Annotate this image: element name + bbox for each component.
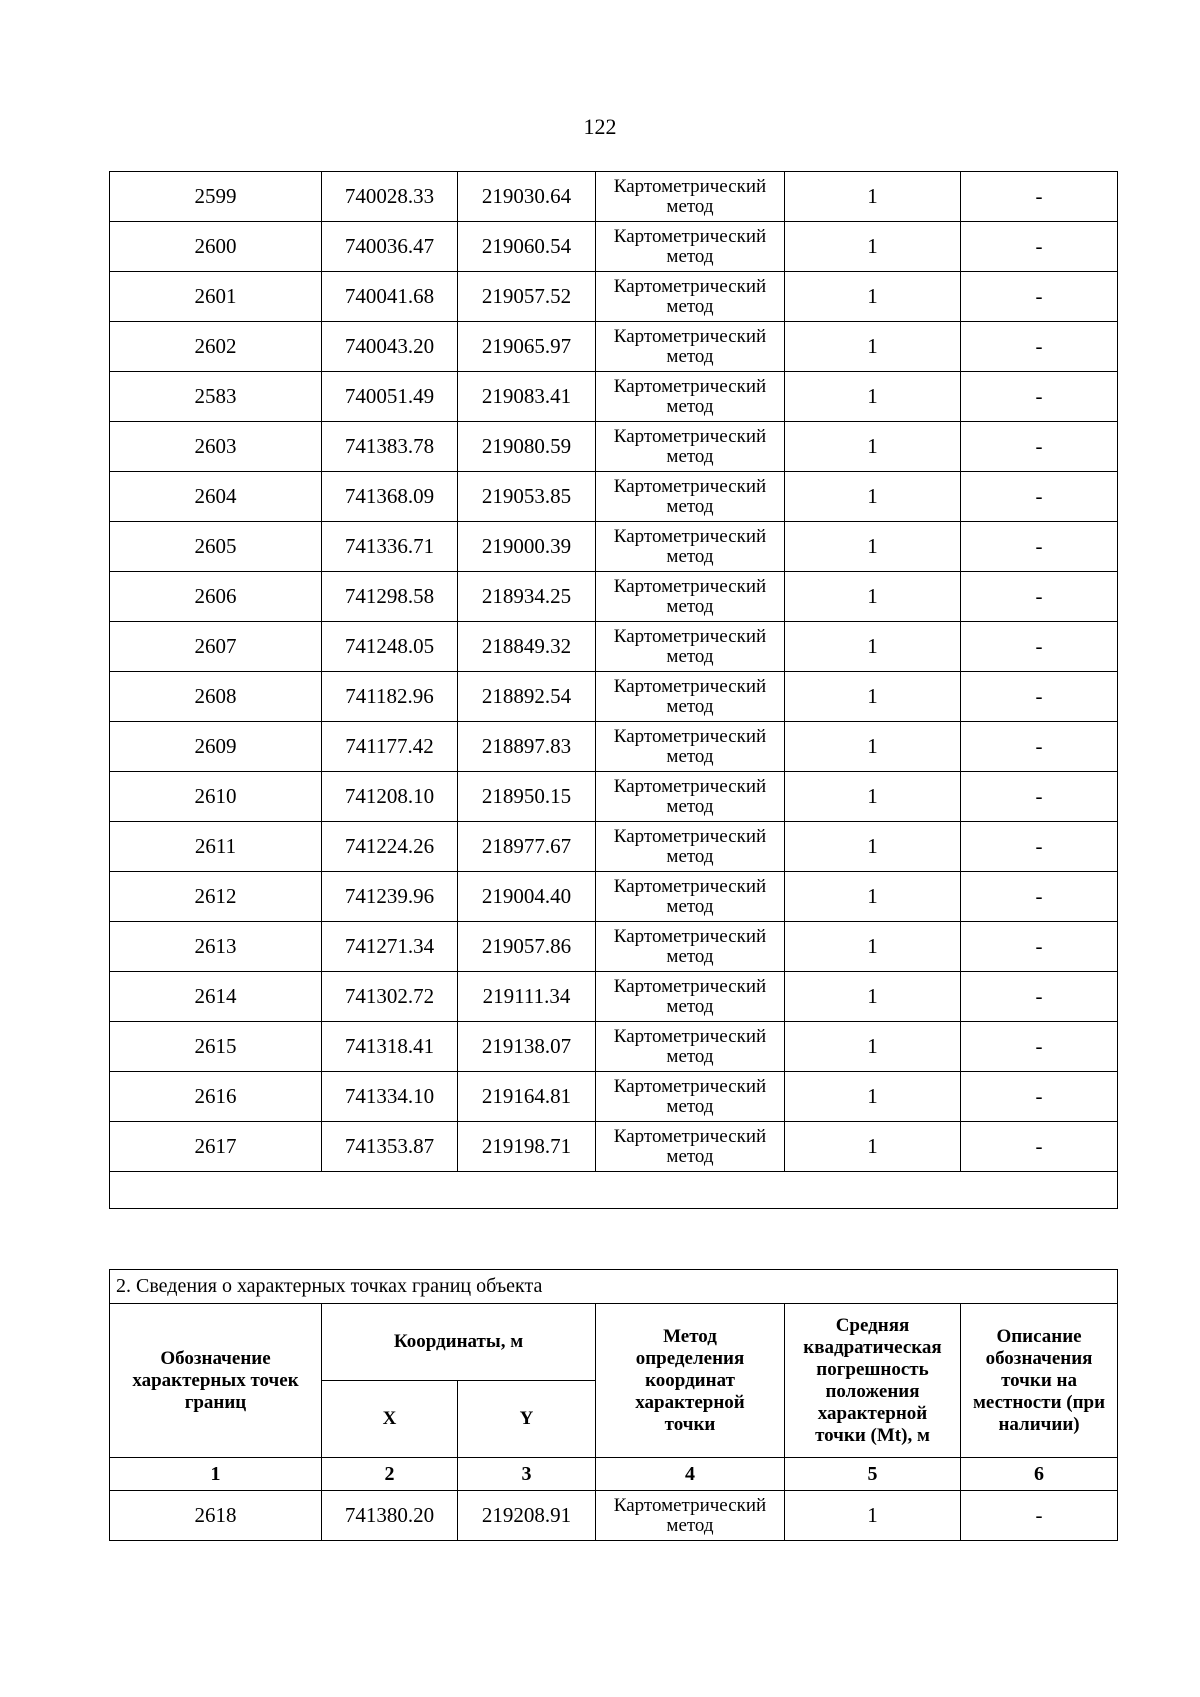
point-id-cell: 2614 xyxy=(110,972,322,1022)
description-cell: - xyxy=(961,822,1118,872)
x-coordinate-cell: 741368.09 xyxy=(322,472,458,522)
point-id-cell: 2607 xyxy=(110,622,322,672)
column-number: 3 xyxy=(458,1458,596,1491)
y-coordinate-cell: 219198.71 xyxy=(458,1122,596,1172)
y-coordinate-cell: 218849.32 xyxy=(458,622,596,672)
mt-cell: 1 xyxy=(785,422,961,472)
mt-cell: 1 xyxy=(785,722,961,772)
y-coordinate-cell: 219083.41 xyxy=(458,372,596,422)
mt-cell: 1 xyxy=(785,1072,961,1122)
point-id-cell: 2608 xyxy=(110,672,322,722)
description-cell: - xyxy=(961,922,1118,972)
table-row xyxy=(110,472,1118,522)
mt-cell: 1 xyxy=(785,672,961,722)
table1-body xyxy=(110,172,1118,1209)
mt-cell: 1 xyxy=(785,622,961,672)
mt-cell: 1 xyxy=(785,872,961,922)
mt-cell: 1 xyxy=(785,472,961,522)
table-row xyxy=(110,822,1118,872)
mt-cell: 1 xyxy=(785,772,961,822)
y-coordinate-cell: 218897.83 xyxy=(458,722,596,772)
table-row xyxy=(110,322,1118,372)
mt-cell: 1 xyxy=(785,922,961,972)
table-row xyxy=(110,172,1118,222)
description-cell: - xyxy=(961,1491,1118,1541)
point-id-cell: 2617 xyxy=(110,1122,322,1172)
table-caption: 2. Сведения о характерных точках границ объекта xyxy=(110,1270,1118,1304)
method-cell: Картометрический метод xyxy=(596,522,785,572)
mt-cell: 1 xyxy=(785,372,961,422)
method-cell: Картометрический метод xyxy=(596,672,785,722)
table-row xyxy=(110,1491,1118,1541)
x-coordinate-cell: 741336.71 xyxy=(322,522,458,572)
method-cell: Картометрический метод xyxy=(596,272,785,322)
x-coordinate-cell: 741271.34 xyxy=(322,922,458,972)
mt-cell: 1 xyxy=(785,1122,961,1172)
method-cell: Картометрический метод xyxy=(596,772,785,822)
point-id-cell: 2609 xyxy=(110,722,322,772)
column-number: 2 xyxy=(322,1458,458,1491)
x-coordinate-cell: 740036.47 xyxy=(322,222,458,272)
method-cell: Картометрический метод xyxy=(596,722,785,772)
x-coordinate-cell: 741239.96 xyxy=(322,872,458,922)
description-cell: - xyxy=(961,872,1118,922)
mt-cell: 1 xyxy=(785,522,961,572)
table-row xyxy=(110,922,1118,972)
description-cell: - xyxy=(961,572,1118,622)
point-id-cell: 2618 xyxy=(110,1491,322,1541)
header-description: Описание обозначения точки на местности (при наличии) xyxy=(961,1304,1118,1458)
description-cell: - xyxy=(961,372,1118,422)
y-coordinate-cell: 219164.81 xyxy=(458,1072,596,1122)
point-id-cell: 2606 xyxy=(110,572,322,622)
y-coordinate-cell: 219138.07 xyxy=(458,1022,596,1072)
header-y: Y xyxy=(458,1381,596,1458)
point-id-cell: 2583 xyxy=(110,372,322,422)
header-point-designation: Обозначение характерных точек границ xyxy=(110,1304,322,1458)
point-id-cell: 2612 xyxy=(110,872,322,922)
mt-cell: 1 xyxy=(785,572,961,622)
boundary-points-table-continued xyxy=(109,171,1118,1209)
empty-cell xyxy=(110,1172,1118,1209)
mt-cell: 1 xyxy=(785,272,961,322)
point-id-cell: 2602 xyxy=(110,322,322,372)
description-cell: - xyxy=(961,172,1118,222)
method-cell: Картометрический метод xyxy=(596,1022,785,1072)
method-cell: Картометрический метод xyxy=(596,172,785,222)
y-coordinate-cell: 218934.25 xyxy=(458,572,596,622)
x-coordinate-cell: 740051.49 xyxy=(322,372,458,422)
empty-row xyxy=(110,1172,1118,1209)
y-coordinate-cell: 218950.15 xyxy=(458,772,596,822)
point-id-cell: 2601 xyxy=(110,272,322,322)
method-cell: Картометрический метод xyxy=(596,1072,785,1122)
table-row xyxy=(110,1022,1118,1072)
x-coordinate-cell: 740043.20 xyxy=(322,322,458,372)
table-row xyxy=(110,722,1118,772)
mt-cell: 1 xyxy=(785,222,961,272)
mt-cell: 1 xyxy=(785,1491,961,1541)
method-cell: Картометрический метод xyxy=(596,872,785,922)
y-coordinate-cell: 219057.86 xyxy=(458,922,596,972)
y-coordinate-cell: 219080.59 xyxy=(458,422,596,472)
x-coordinate-cell: 741208.10 xyxy=(322,772,458,822)
mt-cell: 1 xyxy=(785,172,961,222)
mt-cell: 1 xyxy=(785,972,961,1022)
y-coordinate-cell: 219030.64 xyxy=(458,172,596,222)
boundary-points-table xyxy=(109,1269,1118,1541)
description-cell: - xyxy=(961,622,1118,672)
x-coordinate-cell: 741177.42 xyxy=(322,722,458,772)
method-cell: Картометрический метод xyxy=(596,972,785,1022)
x-coordinate-cell: 741298.58 xyxy=(322,572,458,622)
point-id-cell: 2599 xyxy=(110,172,322,222)
mt-cell: 1 xyxy=(785,1022,961,1072)
method-cell: Картометрический метод xyxy=(596,572,785,622)
mt-cell: 1 xyxy=(785,822,961,872)
point-id-cell: 2613 xyxy=(110,922,322,972)
description-cell: - xyxy=(961,972,1118,1022)
description-cell: - xyxy=(961,472,1118,522)
point-id-cell: 2604 xyxy=(110,472,322,522)
y-coordinate-cell: 219000.39 xyxy=(458,522,596,572)
column-number: 1 xyxy=(110,1458,322,1491)
table-row xyxy=(110,222,1118,272)
header-x: X xyxy=(322,1381,458,1458)
description-cell: - xyxy=(961,522,1118,572)
point-id-cell: 2610 xyxy=(110,772,322,822)
method-cell: Картометрический метод xyxy=(596,822,785,872)
y-coordinate-cell: 219057.52 xyxy=(458,272,596,322)
y-coordinate-cell: 219060.54 xyxy=(458,222,596,272)
point-id-cell: 2603 xyxy=(110,422,322,472)
table-row xyxy=(110,522,1118,572)
method-cell: Картометрический метод xyxy=(596,422,785,472)
x-coordinate-cell: 741248.05 xyxy=(322,622,458,672)
description-cell: - xyxy=(961,422,1118,472)
description-cell: - xyxy=(961,772,1118,822)
mt-cell: 1 xyxy=(785,322,961,372)
header-method: Метод определения координат характерной точки xyxy=(596,1304,785,1458)
description-cell: - xyxy=(961,1022,1118,1072)
table-row xyxy=(110,1122,1118,1172)
method-cell: Картометрический метод xyxy=(596,322,785,372)
column-number: 4 xyxy=(596,1458,785,1491)
y-coordinate-cell: 219065.97 xyxy=(458,322,596,372)
table-row xyxy=(110,772,1118,822)
point-id-cell: 2600 xyxy=(110,222,322,272)
y-coordinate-cell: 219053.85 xyxy=(458,472,596,522)
description-cell: - xyxy=(961,1122,1118,1172)
x-coordinate-cell: 740041.68 xyxy=(322,272,458,322)
x-coordinate-cell: 741318.41 xyxy=(322,1022,458,1072)
table-row xyxy=(110,872,1118,922)
method-cell: Картометрический метод xyxy=(596,622,785,672)
x-coordinate-cell: 741353.87 xyxy=(322,1122,458,1172)
x-coordinate-cell: 740028.33 xyxy=(322,172,458,222)
method-cell: Картометрический метод xyxy=(596,222,785,272)
header-mt: Средняя квадратическая погрешность положения характерной точки (Mt), м xyxy=(785,1304,961,1458)
description-cell: - xyxy=(961,222,1118,272)
description-cell: - xyxy=(961,1072,1118,1122)
column-number: 6 xyxy=(961,1458,1118,1491)
y-coordinate-cell: 218892.54 xyxy=(458,672,596,722)
point-id-cell: 2605 xyxy=(110,522,322,572)
y-coordinate-cell: 219004.40 xyxy=(458,872,596,922)
method-cell: Картометрический метод xyxy=(596,372,785,422)
point-id-cell: 2615 xyxy=(110,1022,322,1072)
table-row xyxy=(110,572,1118,622)
point-id-cell: 2616 xyxy=(110,1072,322,1122)
y-coordinate-cell: 218977.67 xyxy=(458,822,596,872)
x-coordinate-cell: 741224.26 xyxy=(322,822,458,872)
point-id-cell: 2611 xyxy=(110,822,322,872)
description-cell: - xyxy=(961,322,1118,372)
page-number: 122 xyxy=(583,114,617,139)
table-row xyxy=(110,422,1118,472)
method-cell: Картометрический метод xyxy=(596,1122,785,1172)
description-cell: - xyxy=(961,672,1118,722)
description-cell: - xyxy=(961,722,1118,772)
method-cell: Картометрический метод xyxy=(596,922,785,972)
y-coordinate-cell: 219111.34 xyxy=(458,972,596,1022)
table-row xyxy=(110,272,1118,322)
column-number: 5 xyxy=(785,1458,961,1491)
table-row xyxy=(110,372,1118,422)
x-coordinate-cell: 741383.78 xyxy=(322,422,458,472)
table-row xyxy=(110,1072,1118,1122)
method-cell: Картометрический метод xyxy=(596,472,785,522)
method-cell: Картометрический метод xyxy=(596,1491,785,1541)
x-coordinate-cell: 741182.96 xyxy=(322,672,458,722)
table-row xyxy=(110,622,1118,672)
header-coordinates: Координаты, м xyxy=(322,1304,596,1381)
table2-body xyxy=(110,1491,1118,1541)
x-coordinate-cell: 741302.72 xyxy=(322,972,458,1022)
table-row xyxy=(110,972,1118,1022)
y-coordinate-cell: 219208.91 xyxy=(458,1491,596,1541)
description-cell: - xyxy=(961,272,1118,322)
x-coordinate-cell: 741380.20 xyxy=(322,1491,458,1541)
x-coordinate-cell: 741334.10 xyxy=(322,1072,458,1122)
table-row xyxy=(110,672,1118,722)
